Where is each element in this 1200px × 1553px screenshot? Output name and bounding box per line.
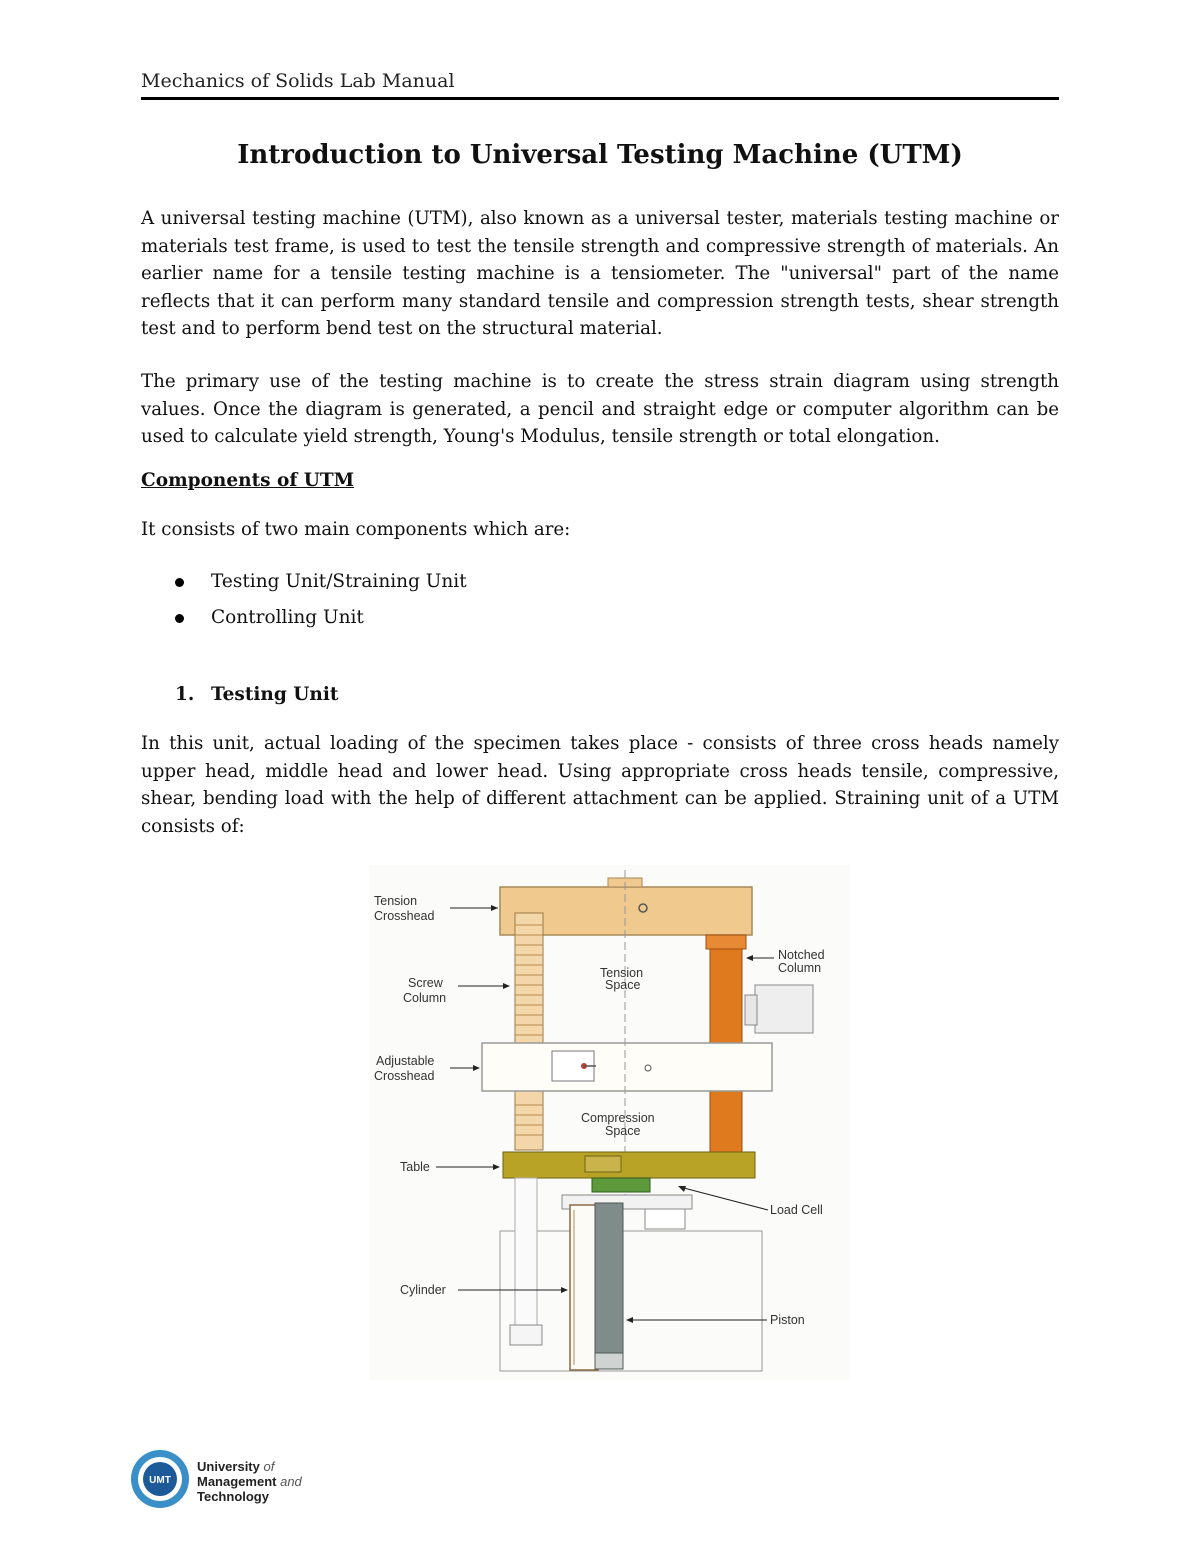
label-adjustable-crosshead-2: Crosshead [374,1069,435,1083]
bullet-icon [175,614,184,623]
label-notched-column-1: Notched [778,948,825,962]
label-tension-space-1: Tension [600,966,644,980]
page-title: Introduction to Universal Testing Machine (UTM) [237,140,963,170]
header-rule [141,97,1059,100]
piston [595,1203,623,1353]
label-load-cell: Load Cell [770,1203,823,1217]
paragraph-intro: A universal testing machine (UTM), also known as a universal tester, materials testing machine or materials test frame, is used to test the tensile strength and compressive strength of materials. An earlier name for a tensile testing machine is a tensiometer. The "universal" part of the name reflects that it can perform many standard tensile and compression strength tests, shear strength test and to perform bend test on the structural material. [141,208,1059,339]
university-name: University of Management and Technology [197,1459,302,1504]
label-notched-column-2: Column [778,961,822,975]
adjustable-crosshead [482,1043,772,1091]
paragraph-testing-unit: In this unit, actual loading of the specimen takes place - consists of three cross heads namely upper head, middle head and lower head. Using appropriate cross heads tensile, compressive, shear, bending load with the help of different attachment can be applied. Straining unit of a UTM consists of: [141,733,1059,837]
label-piston: Piston [770,1313,805,1327]
label-tension-crosshead-2: Crosshead [374,909,435,923]
label-screw-column-1: Screw [408,976,443,990]
screw-column [515,913,543,1150]
utm-diagram [370,865,850,1380]
section-heading-components: Components of UTM [141,470,355,491]
table [503,1152,755,1178]
label-table: Table [400,1160,430,1174]
label-screw-column-2: Column [403,991,447,1005]
label-tension-crosshead-1: Tension [374,894,418,908]
label-cylinder: Cylinder [400,1283,446,1297]
numbered-heading-testing-unit: 1. Testing Unit [175,684,339,705]
label-tension-space-2: Space [605,978,641,992]
list-item: Testing Unit/Straining Unit [141,567,467,603]
label-adjustable-crosshead-1: Adjustable [376,1054,435,1068]
logo-seal-text: UMT [149,1475,171,1486]
label-compression-space-2: Space [605,1124,641,1138]
bullet-icon [175,578,184,587]
components-intro: It consists of two main components which are: [141,519,571,540]
paragraph-primary-use: The primary use of the testing machine is to create the stress strain diagram using strength values. Once the diagram is generated, a pencil and straight edge or computer algorithm can be used to calculate yield strength, Young's Modulus, tensile strength or total elongation. [141,371,1059,447]
list-item: Controlling Unit [141,603,467,639]
load-cell [592,1178,650,1192]
components-list [141,567,467,639]
running-header: Mechanics of Solids Lab Manual [141,70,455,92]
label-compression-space-1: Compression [581,1111,655,1125]
